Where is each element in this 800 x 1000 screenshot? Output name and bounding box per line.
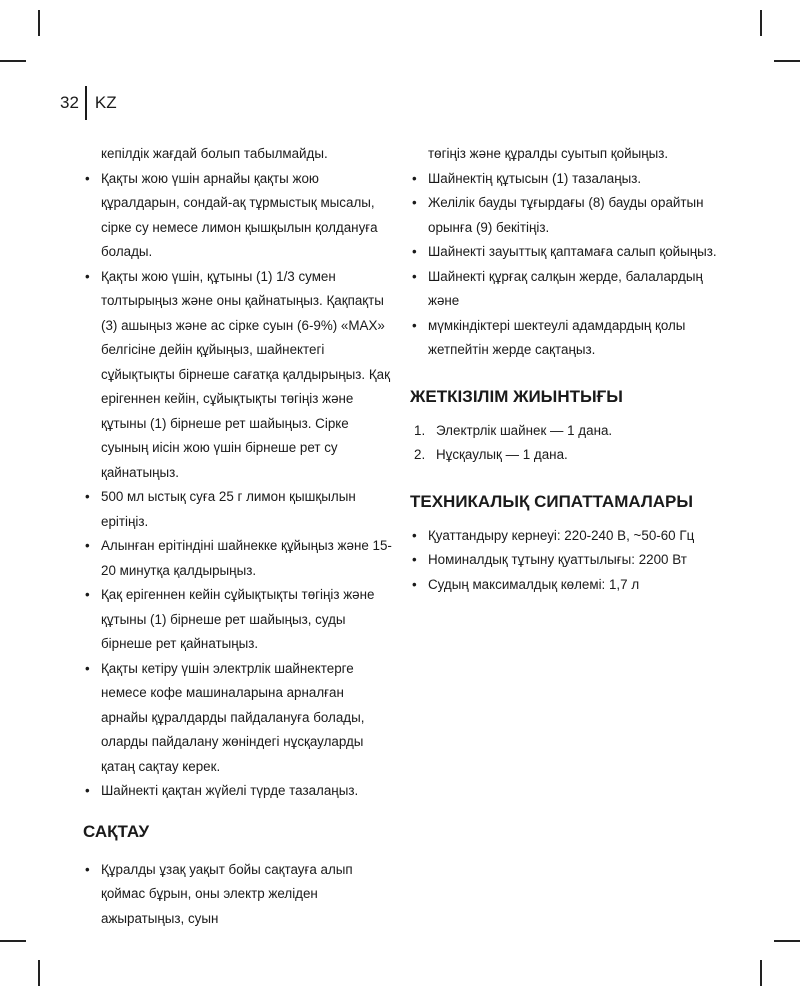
list-item: • Шайнектің құтысын (1) тазалаңыз. — [410, 167, 720, 192]
crop-mark — [0, 60, 26, 62]
tech-specs-list — [410, 524, 720, 598]
crop-mark — [760, 960, 762, 986]
list-item: • Шайнекті зауыттық қаптамаға салып қойыңыз. — [410, 240, 720, 265]
descaling-list — [83, 167, 393, 804]
storage-list — [83, 858, 393, 932]
list-item: • Қақты кетіру үшін электрлік шайнектерге немесе кофе машиналарына арналған арнайы құралдарды пайдалануға болады, оларды пайдалану жөніндегі нұсқауларды қатаң сақтау керек. — [83, 657, 393, 780]
language-code: KZ — [94, 93, 117, 112]
crop-mark — [38, 10, 40, 36]
crop-mark — [38, 960, 40, 986]
header-divider — [85, 86, 87, 120]
item-text: Электрлік шайнек — 1 дана. — [436, 422, 613, 438]
crop-mark — [774, 940, 800, 942]
list-item: • Судың максималдық көлемі: 1,7 л — [410, 573, 720, 598]
kit-list — [410, 419, 720, 468]
continuation-text: кепілдік жағдай болып табылмайды. — [101, 146, 328, 161]
list-item: • Желілік бауды тұғырдағы (8) бауды орайтын орынға (9) бекітіңіз. — [410, 191, 720, 240]
right-column — [410, 142, 720, 597]
list-item: • мүмкіндіктері шектеулі адамдардың қолы жетпейтін жерде сақтаңыз. — [410, 314, 720, 363]
item-number: 2. — [414, 447, 426, 462]
list-item: • Қақты жою үшін, құтыны (1) 1/3 сумен толтырыңыз және оны қайнатыңыз. Қақпақты (3) ашыңыз және ас сірке суын (6-9%) «MAX» белгісіне дейін құйыңыз, шайнектегі сұйықтықты бірнеше сағатқа қалдырыңыз. Қақ ерігеннен кейін, сұйықтықты төгіңіз және құтыны (1) бірнеше рет шайыңыз. Сірке суының иісін жою үшін бірнеше рет су қайнатыңыз. — [83, 265, 393, 486]
item-number: 1. — [414, 422, 426, 438]
list-item: • Номиналдық тұтыну қуаттылығы: 2200 Вт — [410, 548, 720, 573]
list-item: • 500 мл ыстық суға 25 г лимон қышқылын ерітіңіз. — [83, 485, 393, 534]
list-item: • Құралды ұзақ уақыт бойы сақтауға алып қоймас бұрын, оны электр желіден ажыратыңыз, суын — [83, 858, 393, 932]
page-header — [60, 86, 117, 120]
left-column — [83, 142, 393, 931]
storage-list-continued — [410, 167, 720, 363]
list-item: • Қақ ерігеннен кейін сұйықтықты төгіңіз және құтыны (1) бірнеше рет шайыңыз, суды бірнеше рет қайнатыңыз. — [83, 583, 393, 657]
list-item: • Қақты жою үшін арнайы қақты жою құралдарын, сондай-ақ тұрмыстық мысалы, сірке су немесе лимон қышқылын қолдануға болады. — [83, 167, 393, 265]
crop-mark — [760, 10, 762, 36]
list-item — [410, 443, 720, 468]
crop-mark — [774, 60, 800, 62]
crop-mark — [0, 940, 26, 942]
tech-specs-heading: ТЕХНИКАЛЫҚ СИПАТТАМАЛАРЫ — [410, 491, 694, 511]
list-item — [410, 419, 720, 444]
list-item: • Шайнекті қақтан жүйелі түрде тазалаңыз. — [83, 779, 393, 804]
list-item: • Қуаттандыру кернеуі: 220-240 В, ~50-60 Гц — [410, 524, 720, 549]
list-item: • Алынған ерітіндіні шайнекке құйыңыз және 15-20 минутқа қалдырыңыз. — [83, 534, 393, 583]
storage-heading: САҚТАУ — [83, 821, 150, 841]
page-number: 32 — [60, 93, 79, 112]
item-text: Нұсқаулық — 1 дана. — [436, 447, 568, 462]
list-item: • Шайнекті құрғақ салқын жерде, балалардың және — [410, 265, 720, 314]
kit-heading: ЖЕТКІЗІЛІМ ЖИЫНТЫҒЫ — [410, 386, 623, 406]
continuation-text: төгіңіз және құралды суытып қойыңыз. — [428, 146, 669, 161]
